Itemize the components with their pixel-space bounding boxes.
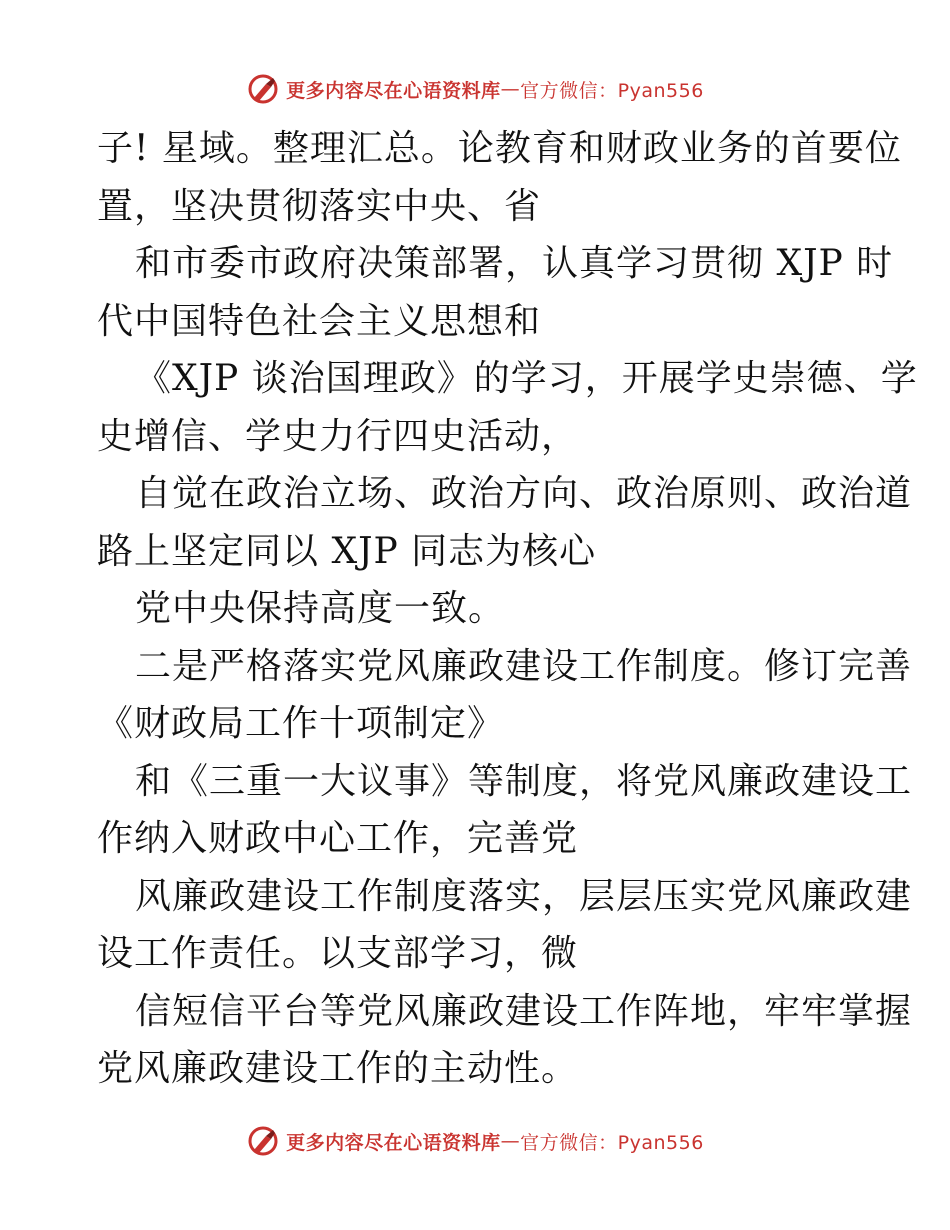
text-line: 史增信、学史力行四史活动， [97,415,579,457]
banner-title: 更多内容尽在心语资料库 [286,1131,501,1154]
banner-separator: — [500,1130,521,1152]
banner-wechat: 官方微信：Pyan556 [520,1131,704,1154]
text-line: 风廉政建设工作制度落实，层层压实党风廉政建 [135,875,913,917]
text-line: 自觉在政治立场、政治方向、政治原则、政治道 [135,473,913,514]
pen-nib-logo-icon [246,72,280,106]
text-line: 党风廉政建设工作的主动性。 [97,1048,579,1089]
text-line: 设工作责任。以支部学习，微 [97,933,579,974]
text-line: 信短信平台等党风廉政建设工作阵地，牢牢掌握 [135,990,913,1032]
text-line: 路上坚定同以 XJP 同志为核心 [97,530,597,572]
text-line: 作纳入财政中心工作，完善党 [97,818,579,859]
text-line: 和《三重一大议事》等制度，将党风廉政建设工 [135,760,913,802]
text-line: 党中央保持高度一致。 [135,588,506,629]
text-line: 置，坚决贯彻落实中央、省 [97,185,542,227]
text-line: 和市委市政府决策部署，认真学习贯彻 XJP 时 [135,243,894,284]
banner-title: 更多内容尽在心语资料库 [286,79,501,102]
document-body [97,120,918,1098]
banner-wechat: 官方微信：Pyan556 [520,79,704,102]
text-line: 二是严格落实党风廉政建设工作制度。修订完善 [135,645,913,687]
text-line: 子! 星域。整理汇总。论教育和财政业务的首要位 [97,128,902,169]
text-line: 《财政局工作十项制定》 [97,703,505,744]
banner-separator: — [500,78,521,100]
header-banner [0,72,950,106]
text-line: 《XJP 谈治国理政》的学习，开展学史崇德、学 [135,358,918,399]
pen-nib-logo-icon [246,1124,280,1158]
footer-banner [0,1124,950,1158]
text-line: 代中国特色社会主义思想和 [97,300,542,342]
